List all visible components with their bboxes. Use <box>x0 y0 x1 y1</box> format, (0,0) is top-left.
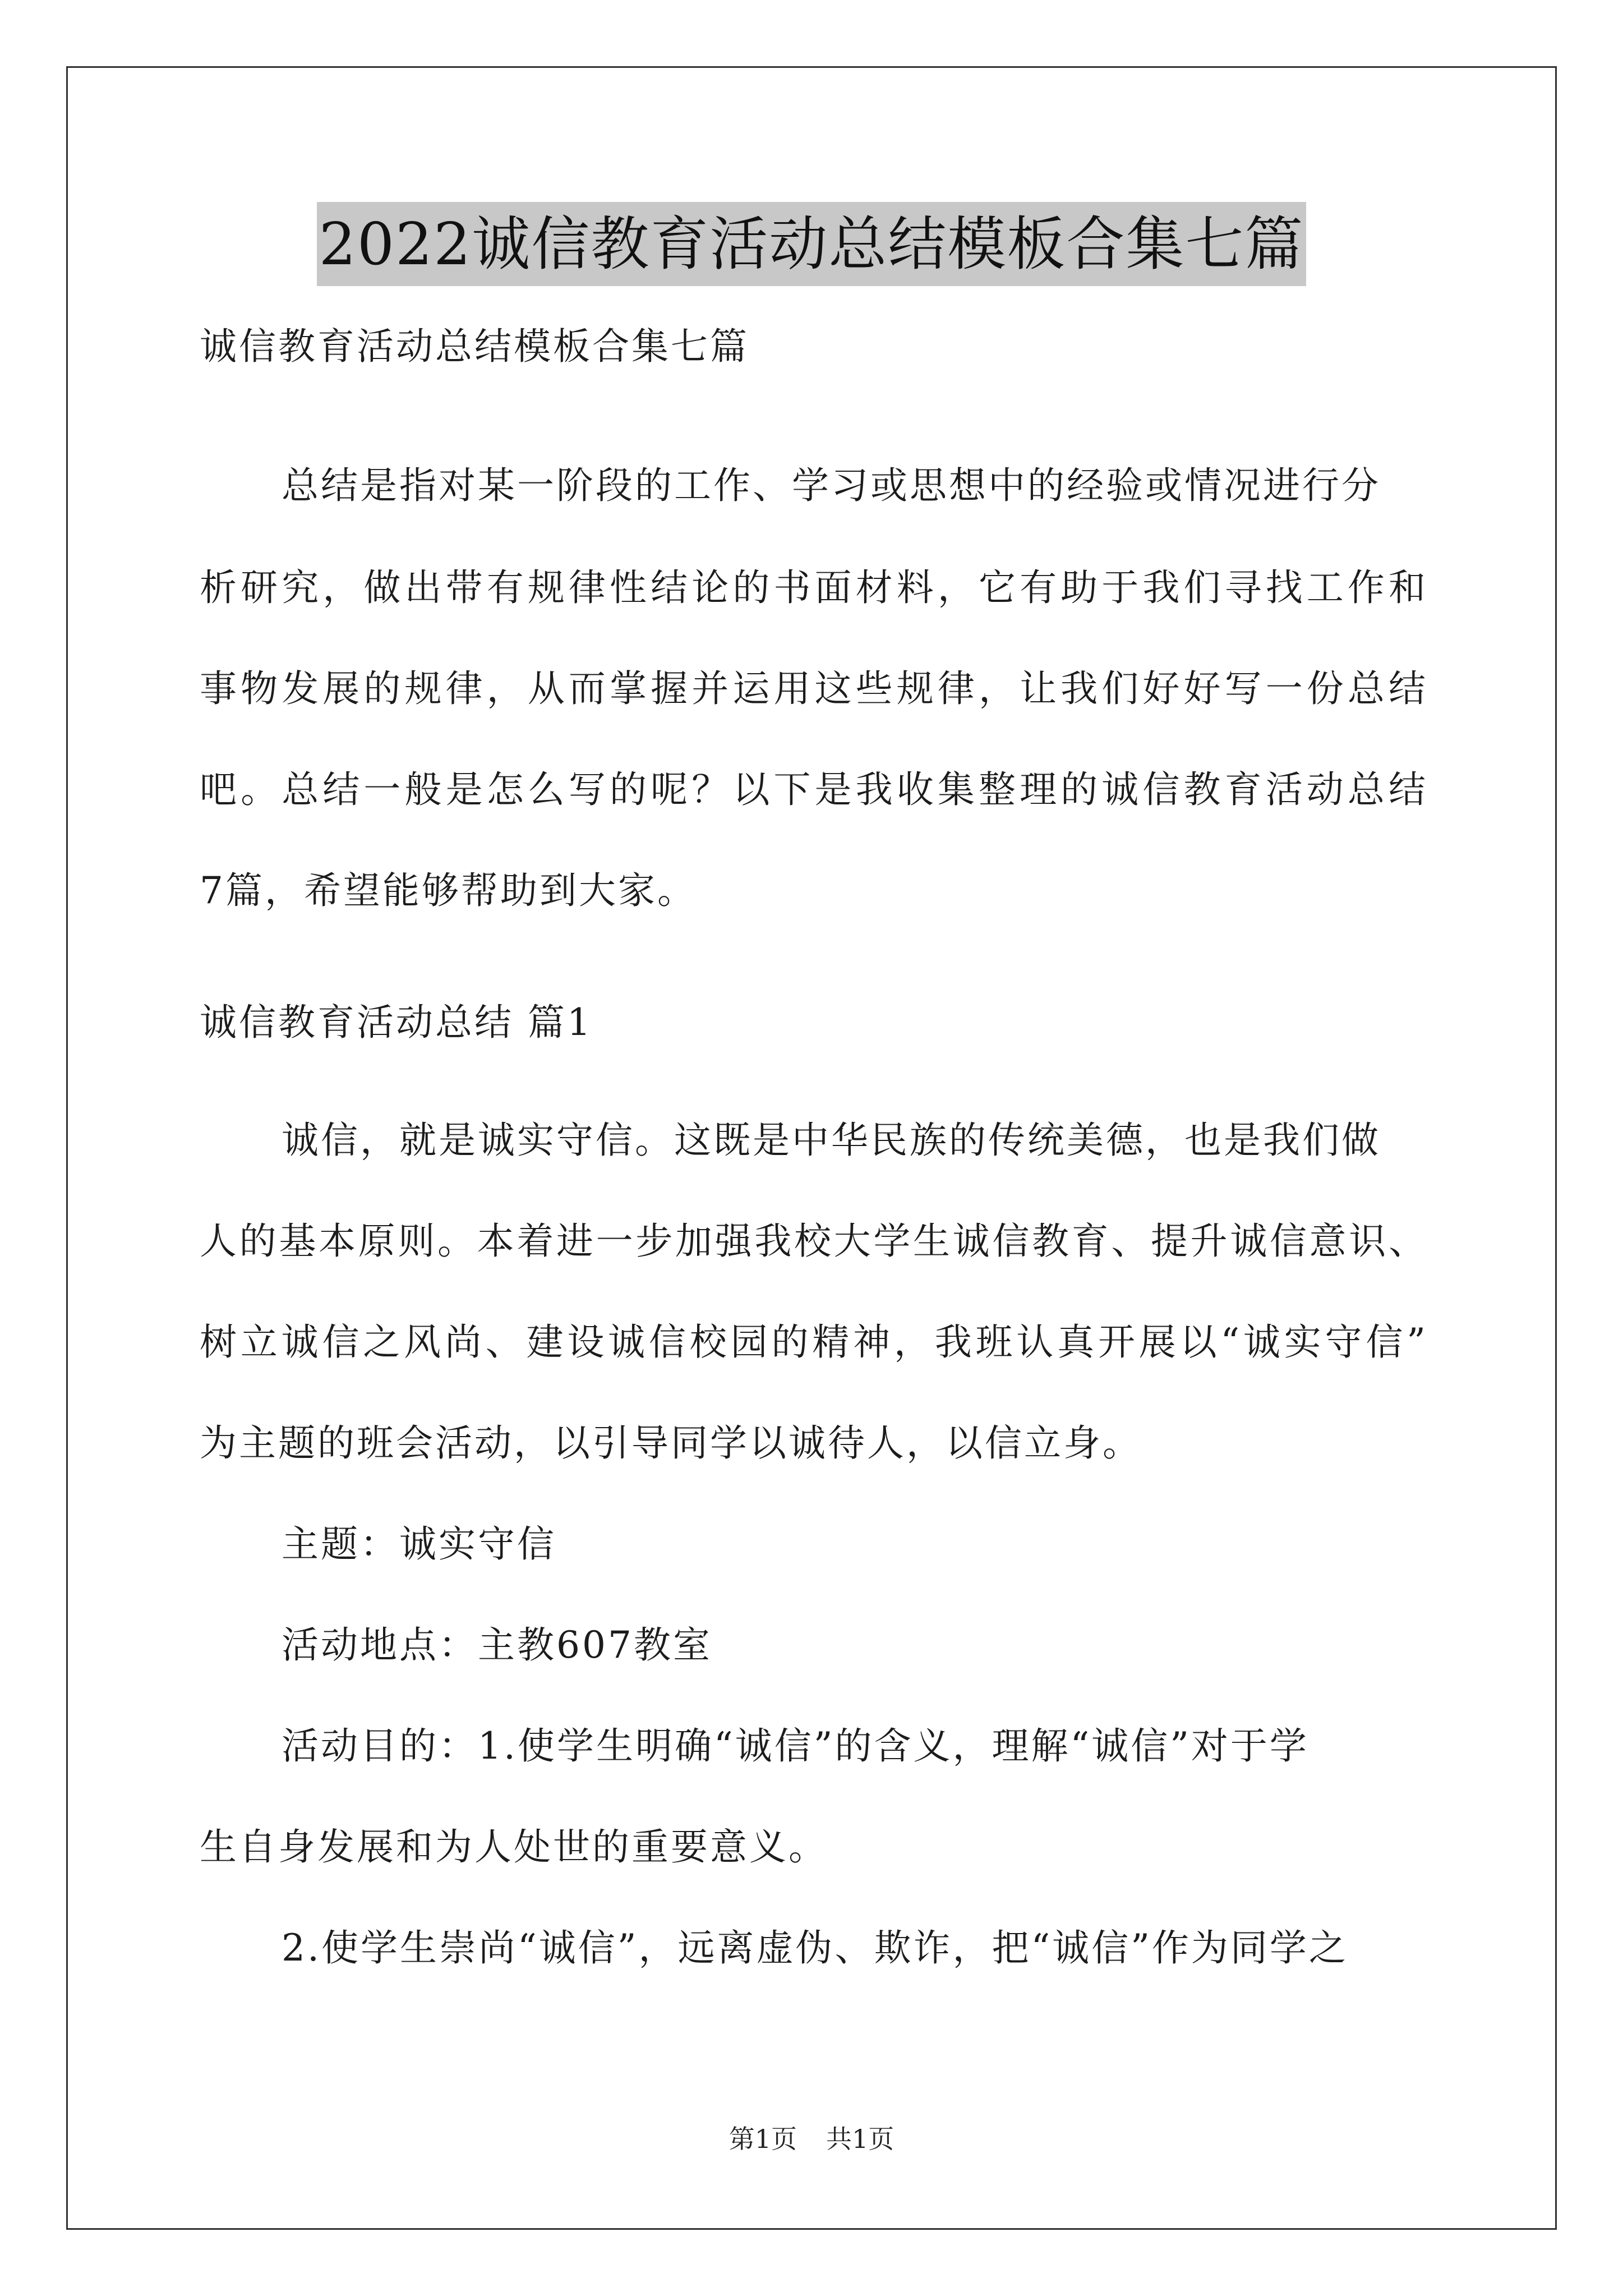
paragraph-line: 为主题的班会活动，以引导同学以诚待人，以信立身。 <box>200 1421 1142 1465</box>
subtitle-line: 诚信教育活动总结模板合集七篇 <box>200 325 749 368</box>
paragraph-line: 人的基本原则。本着进一步加强我校大学生诚信教育、提升诚信意识、 <box>200 1220 1428 1263</box>
paragraph-line: 树立诚信之风尚、建设诚信校园的精神，我班认真开展以“诚实守信” <box>200 1320 1428 1364</box>
paragraph-line: 析研究，做出带有规律性结论的书面材料，它有助于我们寻找工作和 <box>200 566 1428 609</box>
page-number: 第1页 <box>728 2124 797 2154</box>
page-total: 共1页 <box>826 2124 895 2154</box>
paragraph-line: 活动地点：主教607教室 <box>282 1623 712 1667</box>
paragraph-line: 诚信，就是诚实守信。这既是中华民族的传统美德，也是我们做 <box>282 1119 1381 1162</box>
paragraph-line: 总结是指对某一阶段的工作、学习或思想中的经验或情况进行分 <box>282 464 1381 507</box>
section-heading: 诚信教育活动总结 篇1 <box>200 1001 593 1044</box>
document-title: 2022诚信教育活动总结模板合集七篇 <box>317 202 1307 286</box>
paragraph-line: 事物发展的规律，从而掌握并运用这些规律，让我们好好写一份总结 <box>200 667 1428 710</box>
paragraph-line: 主题：诚实守信 <box>282 1522 556 1566</box>
paragraph-line: 活动目的：1.使学生明确“诚信”的含义，理解“诚信”对于学 <box>282 1724 1309 1768</box>
page-footer <box>0 2119 1623 2159</box>
title-container <box>0 202 1623 286</box>
paragraph-line: 生自身发展和为人处世的重要意义。 <box>200 1825 828 1869</box>
paragraph-line: 2.使学生崇尚“诚信”，远离虚伪、欺诈，把“诚信”作为同学之 <box>282 1926 1348 1970</box>
paragraph-line: 吧。总结一般是怎么写的呢？以下是我收集整理的诚信教育活动总结 <box>200 768 1428 811</box>
paragraph-line: 7篇，希望能够帮助到大家。 <box>200 869 697 912</box>
